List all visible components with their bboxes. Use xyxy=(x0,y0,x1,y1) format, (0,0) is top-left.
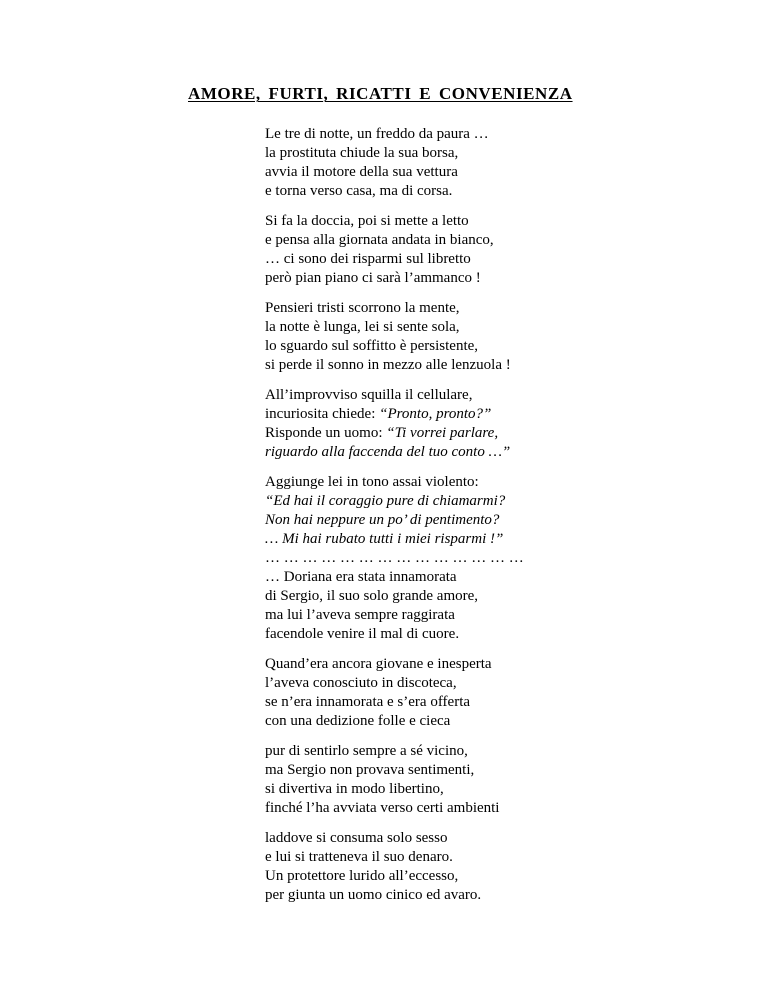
poem-line: Aggiunge lei in tono assai violento: xyxy=(265,474,479,490)
poem-line: si perde il sonno in mezzo alle lenzuola ! xyxy=(265,357,511,373)
ellipsis-separator: … … … … … … … … … … … … … … xyxy=(265,550,524,566)
poem-line xyxy=(265,405,745,424)
poem-line: Si fa la doccia, poi si mette a letto xyxy=(265,213,469,229)
stanza-4 xyxy=(265,386,745,462)
poem-line: e lui si tratteneva il suo denaro. xyxy=(265,849,453,865)
poem-line: se n’era innamorata e s’era offerta xyxy=(265,694,471,710)
poem-body xyxy=(265,125,745,916)
poem-line: All’improvviso squilla il cellulare, xyxy=(265,387,473,403)
stanza-7 xyxy=(265,742,745,818)
poem-line: la prostituta chiude la sua borsa, xyxy=(265,145,459,161)
poem-line: e torna verso casa, ma di corsa. xyxy=(265,183,453,199)
stanza-2 xyxy=(265,212,745,288)
poem-line: finché l’ha avviata verso certi ambienti xyxy=(265,800,500,816)
stanza-8 xyxy=(265,829,745,905)
poem-line: Un protettore lurido all’eccesso, xyxy=(265,868,459,884)
poem-line: la notte è lunga, lei si sente sola, xyxy=(265,319,460,335)
poem-line: riguardo alla faccenda del tuo conto …” xyxy=(265,444,511,460)
line-speech: “Ti vorrei parlare, xyxy=(386,425,499,441)
poem-line: Pensieri tristi scorrono la mente, xyxy=(265,300,460,316)
poem-line: … Mi hai rubato tutti i miei risparmi !” xyxy=(265,531,504,547)
poem-line: pur di sentirlo sempre a sé vicino, xyxy=(265,743,468,759)
line-text: incuriosita chiede: xyxy=(265,406,380,422)
poem-line: ma Sergio non provava sentimenti, xyxy=(265,762,475,778)
poem-line: ma lui l’aveva sempre raggirata xyxy=(265,607,455,623)
poem-line: facendole venire il mal di cuore. xyxy=(265,626,460,642)
poem-line: si divertiva in modo libertino, xyxy=(265,781,444,797)
stanza-6 xyxy=(265,655,745,731)
poem-line: “Ed hai il coraggio pure di chiamarmi? xyxy=(265,493,506,509)
poem-line: però pian piano ci sarà l’ammanco ! xyxy=(265,270,481,286)
poem-title: AMORE, FURTI, RICATTI E CONVENIENZA xyxy=(188,84,573,103)
poem-line: di Sergio, il suo solo grande amore, xyxy=(265,588,479,604)
poem-line: Non hai neppure un po’ di pentimento? xyxy=(265,512,500,528)
poem-line: … Doriana era stata innamorata xyxy=(265,569,457,585)
poem-line: con una dedizione folle e cieca xyxy=(265,713,451,729)
poem-line: e pensa alla giornata andata in bianco, xyxy=(265,232,494,248)
stanza-5 xyxy=(265,473,745,644)
stanza-1 xyxy=(265,125,745,201)
poem-line: l’aveva conosciuto in discoteca, xyxy=(265,675,457,691)
stanza-3 xyxy=(265,299,745,375)
line-speech: “Pronto, pronto?” xyxy=(379,406,492,422)
poem-line: avvia il motore della sua vettura xyxy=(265,164,458,180)
line-text: Risponde un uomo: xyxy=(265,425,387,441)
poem-line: Quand’era ancora giovane e inesperta xyxy=(265,656,492,672)
poem-line: … ci sono dei risparmi sul libretto xyxy=(265,251,471,267)
poem-line: lo sguardo sul soffitto è persistente, xyxy=(265,338,479,354)
poem-line: per giunta un uomo cinico ed avaro. xyxy=(265,887,482,903)
poem-line: laddove si consuma solo sesso xyxy=(265,830,448,846)
poem-line: Le tre di notte, un freddo da paura … xyxy=(265,126,489,142)
poem-line xyxy=(265,424,745,443)
